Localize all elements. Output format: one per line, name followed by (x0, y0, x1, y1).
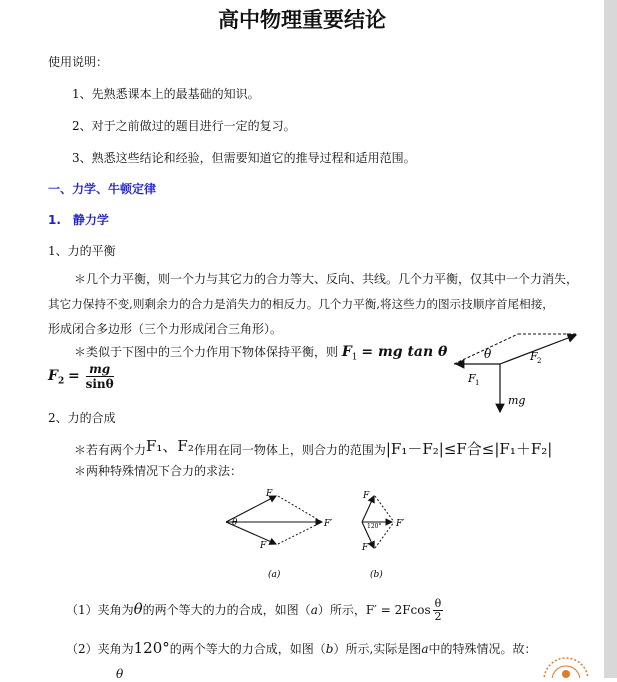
formula-f2-fraction (86, 362, 114, 391)
fig-b-label-angle: 120° (367, 523, 382, 530)
composition-figure (220, 486, 420, 582)
note2 (66, 639, 536, 658)
fig1-mg: mg (508, 394, 526, 407)
note2-middle: 的两个等大的力合成，如图（ (169, 642, 326, 656)
para2-f1: F (341, 344, 352, 360)
usage-label: 使用说明： (48, 55, 109, 69)
para1-line1: ＊几个力平衡，则一个力与其它力的合力等大、反向、共线。几个力平衡，仅其中一个力消失， (74, 272, 579, 286)
formula-f2-eq: = (68, 368, 80, 384)
bottom-partial-theta: θ (116, 667, 124, 681)
fig-a-caption: (a) (268, 570, 281, 580)
para3-forces: F₁、F₂ (146, 437, 194, 455)
para2 (74, 343, 447, 366)
para3-middle: 作用在同一物体上，则合力的范围为 (193, 443, 386, 457)
page-title: 高中物理重要结论 (218, 8, 386, 32)
watermark-stamp (536, 650, 596, 678)
note2-suffix1: ）所示,实际是图 (333, 642, 422, 656)
formula-f2-lhs: F (48, 368, 58, 384)
para3-range: |F₁－F₂|≤F合≤|F₁＋F₂| (385, 440, 553, 458)
page-edge (604, 0, 617, 678)
formula-f2-num: mg (86, 362, 114, 377)
usage-item-1: 1、先熟悉课本上的最基础的知识。 (72, 87, 260, 101)
fig-a-label-f-bottom: F (260, 541, 267, 551)
fig-a-dash-top (278, 496, 322, 522)
fig1-theta: θ (484, 347, 492, 361)
fig1-f2: F (530, 350, 538, 363)
usage-item-3: 3、熟悉这些结论和经验，但需要知道它的推导过程和适用范围。 (72, 151, 416, 165)
note1-frac-num: θ (434, 597, 442, 610)
fig-a-label-theta: θ (232, 518, 238, 528)
note2-suffix2: 中的特殊情况。故： (428, 642, 537, 656)
note1 (66, 596, 445, 623)
note1-middle: 的两个等大的力的合成，如图（ (142, 603, 311, 617)
fig-b-label-f-bottom: F (362, 543, 369, 553)
note1-frac-den: 2 (434, 610, 442, 623)
fig-a-label-f-top: F (266, 489, 273, 499)
para2-text: ＊类似于下图中的三个力作用下物体保持平衡，则 (74, 345, 339, 359)
para3 (74, 436, 552, 460)
force-balance-figure (448, 330, 588, 420)
note1-suffix: ）所示， (317, 603, 366, 617)
formula-f2-sub: 2 (57, 376, 65, 387)
usage-item-2: 2、对于之前做过的题目进行一定的复习。 (72, 119, 296, 133)
section-heading: 一、力学、牛顿定律 (48, 182, 157, 196)
fig-b-caption: (b) (370, 570, 383, 580)
subsection-heading: 1. 静力学 (48, 213, 109, 227)
formula-f2 (48, 362, 116, 391)
fig-b-dash-top (375, 496, 394, 522)
note1-fraction (433, 598, 444, 623)
para4: ＊两种特殊情况下合力的求法： (74, 464, 243, 478)
item-force-composition: 2、力的合成 (48, 411, 116, 425)
para2-formula: = mg tan θ (361, 344, 448, 360)
note1-a: a (310, 603, 318, 617)
fig-b-label-resultant: F′ (396, 519, 405, 529)
para3-prefix: ＊若有两个力 (74, 443, 147, 457)
item-force-balance: 1、力的平衡 (48, 244, 116, 258)
fig1-f1: F (468, 372, 476, 385)
note2-a: a (421, 642, 429, 656)
para1-line3: 形成闭合多边形（三个力形成闭合三角形）。 (48, 322, 283, 336)
fig-b-label-f-top: F (363, 491, 370, 501)
note2-prefix: （2）夹角为 (66, 642, 134, 656)
note2-b: b (325, 642, 334, 656)
para2-f1-sub: 1 (351, 352, 358, 363)
formula-f2-den: sinθ (85, 377, 114, 391)
fig-a-dash-bottom (278, 522, 322, 544)
note1-prefix: （1）夹角为 (66, 603, 134, 617)
fig1-f1-sub: 1 (475, 379, 480, 387)
fig-a-label-resultant: F′ (324, 519, 333, 529)
note1-formula: F′ = 2Fcos (365, 603, 431, 617)
note1-theta: θ (133, 600, 143, 618)
fig1-f2-sub: 2 (537, 357, 542, 365)
para1-line2: 其它力保持不变,则剩余力的合力是消失力的相反力。几个力平衡,将这些力的图示技顺序首尾相接， (48, 297, 554, 311)
note2-angle: 120° (133, 639, 170, 657)
